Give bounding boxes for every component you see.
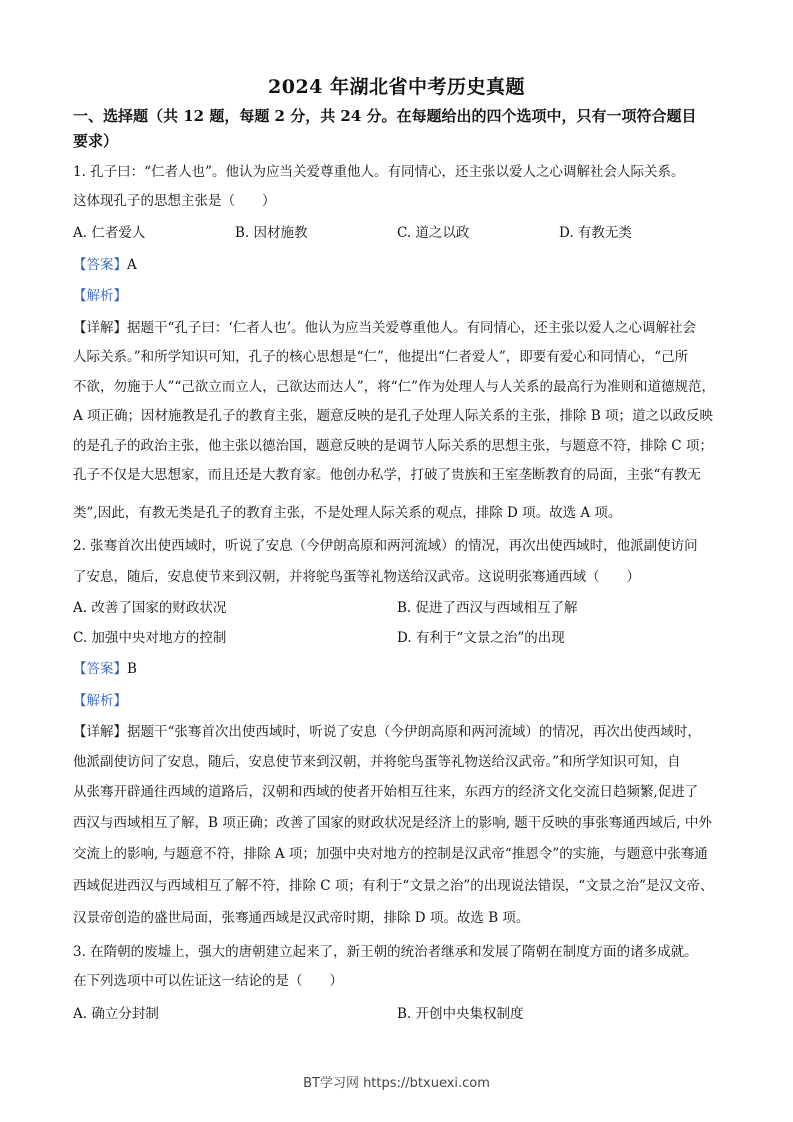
q2-analysis-label: 【解析】 [73, 693, 127, 709]
q1-option-c: C. 道之以政 [397, 225, 470, 241]
q2-option-b: B. 促进了西汉与西域相互了解 [397, 600, 578, 616]
q1-analysis [73, 284, 127, 304]
q2-detail-line-3: 从张骞开辟通往西域的道路后，汉朝和西域的使者开始相互往来，东西方的经济文化交流日趋频繁,促进了 [73, 784, 699, 800]
q1-option-a: A. 仁者爱人 [73, 225, 146, 241]
q2-answer-label: 【答案】 [73, 661, 127, 677]
q1-detail-line-1 [73, 316, 728, 336]
q1-stem-line-1: 1. 孔子曰：“仁者人也”。他认为应当关爱尊重他人。有同情心，还主张以爱人之心调解社会人际关系。 [73, 164, 685, 180]
section-heading-line-1: 一、选择题（共 12 题，每题 2 分，共 24 分。在每题给出的四个选项中，只有一项符合题目 [73, 107, 697, 125]
section-heading [73, 104, 733, 154]
q2-stem-line-1: 2. 张骞首次出使西域时，听说了安息（今伊朗高原和两河流域）的情况，再次出使西域时，他派副使访问 [73, 538, 698, 554]
q2-analysis [73, 689, 127, 709]
q2-option-c: C. 加强中央对地方的控制 [73, 630, 227, 646]
q1-detail-line-7: 类”,因此，有教无类是孔子的教育主张，不是处理人际关系的观点，排除 D 项。故选 A 项。 [73, 505, 622, 521]
q2-detail-text-1: 据题干“张骞首次出使西域时，听说了安息（今伊朗高原和两河流域）的情况，再次出使西域时， [127, 724, 701, 740]
q1-detail-line-5: 的是孔子的政治主张，他主张以德治国，题意反映的是调节人际关系的思想主张，与题意不符，排除 C 项； [73, 438, 713, 454]
q2-detail-line-4: 西汉与西域相互了解，B 项正确；改善了国家的财政状况是经济上的影响, 题干反映的事张骞通西域后, 中外 [73, 815, 712, 831]
q2-detail-line-5: 交流上的影响, 与题意不符，排除 A 项；加强中央对地方的控制是汉武帝“推恩令”的实施，与题意中张骞通 [73, 846, 708, 862]
q1-detail-line-3: 不欲，勿施于人”“己欲立而立人，己欲达而达人”，将“仁”作为处理人与人关系的最高行为准则和道德规范， [73, 379, 716, 395]
q2-stem-line-2: 了安息，随后，安息使节来到汉朝，并将鸵鸟蛋等礼物送给汉武帝。这说明张骞通西域（ ） [73, 569, 640, 585]
q1-detail-line-4: A 项正确；因材施教是孔子的教育主张，题意反映的是孔子处理人际关系的主张，排除 B 项；道之以政反映 [73, 408, 714, 424]
q1-detail-line-6: 孔子不仅是大思想家，而且还是大教育家。他创办私学，打破了贵族和王室垄断教育的局面，主张“有教无 [73, 467, 701, 483]
q2-option-d: D. 有利于“文景之治”的出现 [397, 630, 565, 646]
q3-stem-line-1: 3. 在隋朝的废墟上，强大的唐朝建立起来了，新王朝的统治者继承和发展了隋朝在制度方面的诸多成就。 [73, 944, 698, 960]
q1-stem-line-2: 这体现孔子的思想主张是（ ） [73, 193, 276, 209]
q2-detail-line-2: 他派副使访问了安息，随后，安息使节来到汉朝，并将鸵鸟蛋等礼物送给汉武帝。”和所学知识可知，自 [73, 754, 681, 770]
q1-answer [73, 253, 137, 273]
q1-detail-line-2: 人际关系。”和所学知识可知，孔子的核心思想是“仁”，他提出“仁者爱人”，即要有爱心和同情心，“己所 [73, 349, 689, 365]
q1-analysis-label: 【解析】 [73, 288, 127, 304]
q2-detail-line-1 [73, 720, 728, 740]
q2-detail-line-6: 西域促进西汉与西域相互了解不符，排除 C 项；有利于“文景之治”的出现说法错误，“文景之治”是汉文帝、 [73, 878, 714, 894]
q1-detail-label: 【详解】 [73, 320, 127, 336]
q3-option-a: A. 确立分封制 [73, 1006, 159, 1022]
footer-watermark: BT学习网 https://btxuexi.com [303, 1076, 490, 1091]
q2-answer-value: B [127, 661, 137, 677]
q3-stem-line-2: 在下列选项中可以佐证这一结论的是（ ） [73, 973, 343, 989]
q1-option-d: D. 有教无类 [559, 225, 632, 241]
page-title: 2024 年湖北省中考历史真题 [268, 76, 525, 98]
q2-option-a: A. 改善了国家的财政状况 [73, 600, 227, 616]
q1-option-b: B. 因材施教 [235, 225, 308, 241]
q1-answer-value: A [127, 257, 137, 273]
section-heading-line-2: 要求） [73, 132, 119, 150]
q1-detail-text-1: 据题干“孔子曰：‘仁者人也’。他认为应当关爱尊重他人。有同情心，还主张以爱人之心调解社会 [127, 320, 696, 336]
q3-option-b: B. 开创中央集权制度 [397, 1006, 524, 1022]
q2-detail-line-7: 汉景帝创造的盛世局面，张骞通西域是汉武帝时期，排除 D 项。故选 B 项。 [73, 910, 530, 926]
q2-detail-label: 【详解】 [73, 724, 127, 740]
q1-answer-label: 【答案】 [73, 257, 127, 273]
q2-answer [73, 657, 137, 677]
